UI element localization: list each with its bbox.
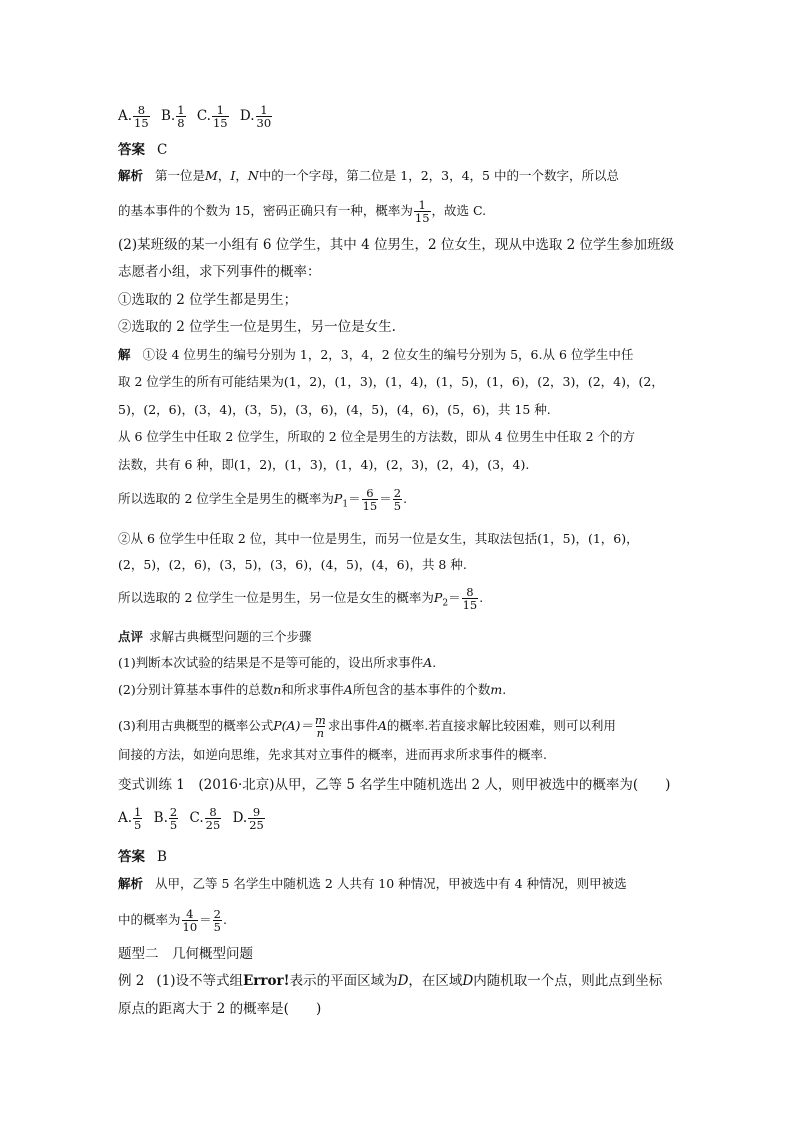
review-step3-line2: 间接的方法，如逆向思维，先求其对立事件的概率，进而再求所求事件的概率. <box>118 747 547 762</box>
q1-solution-line2: 的基本事件的个数为 15，密码正确只有一种，概率为 $\frac{1}{15}$ ，故选 C. <box>118 198 487 225</box>
answer-value: B <box>157 849 167 865</box>
q1-solution-line1: 解析 第一位是M，I，N中的一个字母，第二位是 1，2，3，4，5 中的一个数字，所以总 <box>118 168 619 183</box>
section-heading: 题型二 几何概型问题 <box>118 946 253 962</box>
error-field: Error! <box>243 973 290 989</box>
q1-answer <box>118 141 678 159</box>
answer-value: C <box>157 142 168 158</box>
review-step2: (2)分别计算基本事件的总数n和所求事件A所包含的基本事件的个数m. <box>118 682 507 697</box>
q2-solution-line7: ②从 6 位学生中任取 2 位，其中一位是男生，而另一位是女生，其取法包括(1，5)，(1，6)， <box>118 531 639 546</box>
q2-solution-line2: 取 2 位学生的所有可能结果为(1，2)，(1，3)，(1，4)，(1，5)，(1，6)，(2，3)，(2，4)，(2， <box>118 374 664 389</box>
example-2-line1: 例 2 (1)设不等式组Error!表示的平面区域为D，在区域D内随机取一个点，则此点到坐标 <box>118 973 663 989</box>
review-step1: (1)判断本次试验的结果是不是等可能的，设出所求事件A. <box>118 655 437 670</box>
q2-solution-line1: 解 ①设 4 位男生的编号分别为 1，2，3，4，2 位女生的编号分别为 5，6.从 6 位学生中任 <box>118 347 634 362</box>
example-2-line2: 原点的距离大于 2 的概率是( ) <box>118 1001 322 1017</box>
q2-solution-line3: 5)，(2，6)，(3，4)，(3，5)，(3，6)，(4，5)，(4，6)，(5，6)，共 15 种. <box>118 402 551 417</box>
option-a-fraction: $\frac{8}{15}$ <box>134 103 149 130</box>
variant-question: 变式训练 1 (2016·北京)从甲，乙等 5 名学生中随机选出 2 人，则甲被选中的概率为( ) <box>118 777 671 793</box>
option-c-label: C. <box>196 108 211 124</box>
variant-solution-line2: 中的概率为 $\frac{4}{10}$ ＝ $\frac{2}{5}$ . <box>118 907 227 934</box>
probability-fraction: $\frac{1}{15}$ <box>414 198 430 225</box>
q2-solution-p1: 所以选取的 2 位学生全是男生的概率为$P_1=$ $\frac{6}{15}$ ＝ $\frac{2}{5}$ . <box>118 486 408 513</box>
variant-solution-line1: 解析 从甲，乙等 5 名学生中随机选 2 人共有 10 种情况，甲被选中有 4 种情况，则甲被选 <box>118 876 627 891</box>
variant-options: A. $\frac{1}{5}$ B. $\frac{2}{5}$ C. $\frac{8}{25}$ D. $\frac{9}{25}$ <box>118 805 264 832</box>
q2-line2: 志愿者小组，求下列事件的概率： <box>118 264 321 280</box>
option-d-fraction: $\frac{1}{30}$ <box>256 103 272 130</box>
option-d-label: D. <box>239 108 255 124</box>
review-title: 点评 求解古典概型问题的三个步骤 <box>118 629 312 644</box>
q1-options <box>118 104 678 129</box>
option-c-fraction: $\frac{1}{15}$ <box>212 103 228 130</box>
option-b-label: B. <box>160 108 176 124</box>
q2-line1: (2)某班级的某一小组有 6 位学生，其中 4 位男生，2 位女生，现从中选取 2 位学生参加班级 <box>118 237 675 253</box>
option-b-fraction: $\frac{1}{8}$ <box>177 103 185 130</box>
solution-label: 解析 <box>118 168 144 183</box>
q2-solution-line4: 从 6 位学生中任取 2 位学生，所取的 2 位全是男生的方法数，即从 4 位男生中任取 2 个的方 <box>118 429 635 444</box>
answer-label: 答案 <box>118 142 145 158</box>
q2-solution-line5: 法数，共有 6 种，即(1，2)，(1，3)，(1，4)，(2，3)，(2，4)，(3，4). <box>118 457 530 472</box>
q2-item1: ①选取的 2 位学生都是男生； <box>118 292 298 308</box>
answer-label: 答案 <box>118 849 145 865</box>
review-step3: (3)利用古典概型的概率公式P(A)＝ $\frac{m}{n}$ 求出事件A的概率.若直接求解比较困难，则可以利用 <box>118 713 616 740</box>
q2-solution-p2: 所以选取的 2 位学生一位是男生，另一位是女生的概率为$P_2=$ $\frac{8}{15}$ . <box>118 585 484 612</box>
variant-answer <box>118 848 678 866</box>
solution-label: 解析 <box>118 876 144 891</box>
solution-label: 解 <box>118 347 131 362</box>
q2-item2: ②选取的 2 位学生一位是男生，另一位是女生. <box>118 319 396 335</box>
review-label: 点评 <box>118 629 144 644</box>
option-a-label: A. <box>118 108 133 124</box>
q2-solution-line8: (2，5)，(2，6)，(3，5)，(3，6)，(4，5)，(4，6)，共 8 种. <box>118 557 467 572</box>
